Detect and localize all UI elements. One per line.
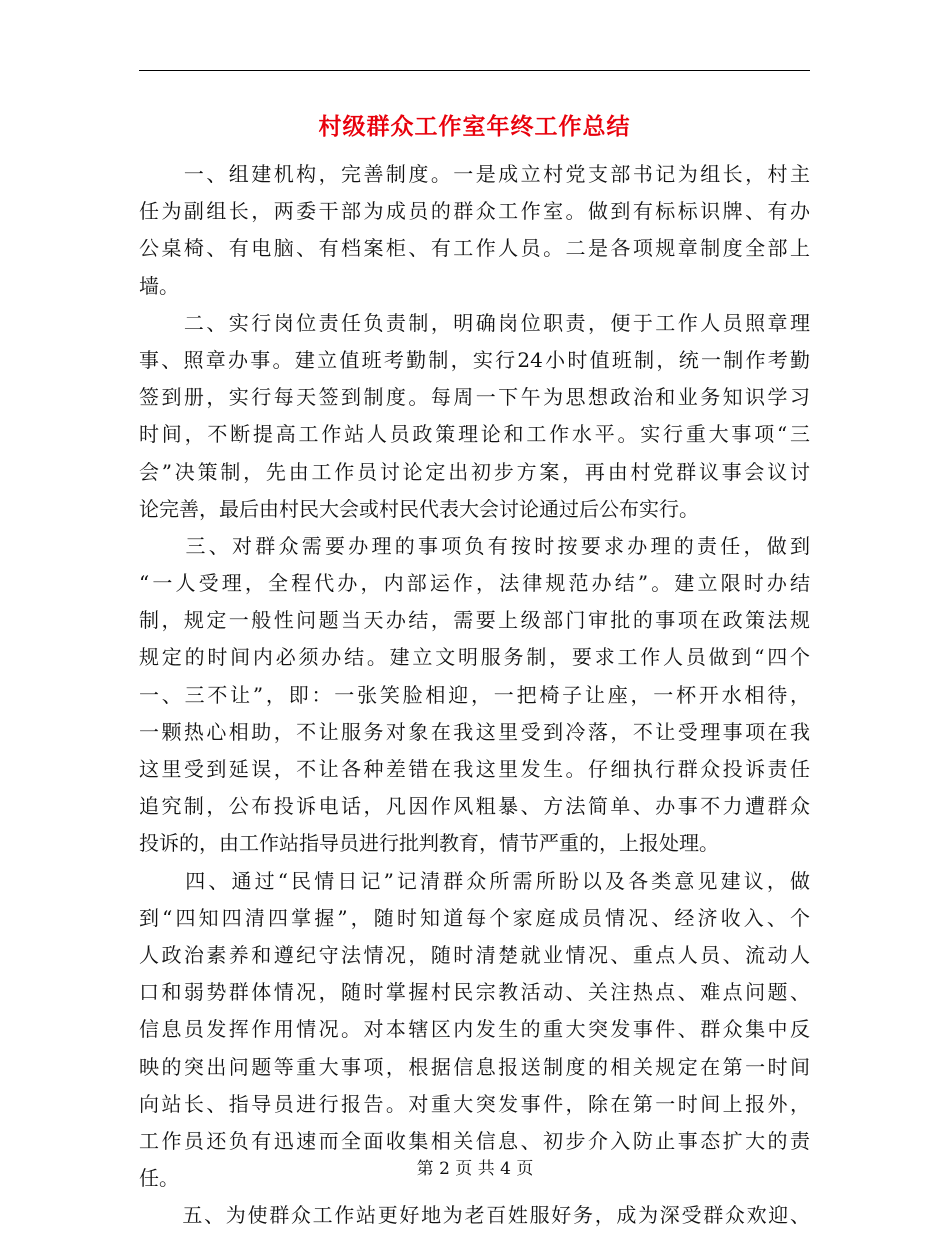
text-line: 事、照章办事。建立值班考勤制，实行24小时值班制，统一制作考勤 bbox=[139, 347, 810, 372]
text-line: 五、为使群众工作站更好地为老百姓服好务，成为深受群众欢迎、 bbox=[139, 1203, 810, 1228]
text-line: 这里受到延误，不让各种差错在我这里发生。仔细执行群众投诉责任 bbox=[139, 757, 810, 781]
text-line: 投诉的，由工作站指导员进行批判教育，情节严重的，上报处理。 bbox=[139, 831, 719, 856]
text-line: 签到册，实行每天签到制度。每周一下午为思想政治和业务知识学习 bbox=[139, 385, 810, 410]
text-line: “一人受理，全程代办，内部运作，法律规范办结”。建立限时办结 bbox=[139, 571, 810, 596]
text-line: 会”决策制，先由工作员讨论定出初步方案，再由村党群议事会议讨 bbox=[139, 459, 810, 484]
text-line: 一、组建机构，完善制度。一是成立村党支部书记为组长，村主 bbox=[139, 162, 810, 186]
text-line: 向站长、指导员进行报告。对重大突发事件，除在第一时间上报外， bbox=[139, 1091, 810, 1116]
text-line: 制，规定一般性问题当天办结，需要上级部门审批的事项在政策法规 bbox=[139, 608, 810, 633]
text-line: 工作员还负有迅速而全面收集相关信息、初步介入防止事态扩大的责 bbox=[139, 1128, 810, 1153]
text-line: 四、通过“民情日记”记清群众所需所盼以及各类意见建议，做 bbox=[139, 868, 810, 893]
text-line: 到“四知四清四掌握”，随时知道每个家庭成员情况、经济收入、个 bbox=[139, 905, 810, 930]
text-line: 二、实行岗位责任负责制，明确岗位职责，便于工作人员照章理 bbox=[139, 310, 810, 335]
text-line: 任。 bbox=[139, 1166, 179, 1191]
header-rule bbox=[139, 70, 810, 71]
text-line: 映的突出问题等重大事项，根据信息报送制度的相关规定在第一时间 bbox=[139, 1054, 810, 1079]
text-line: 公桌椅、有电脑、有档案柜、有工作人员。二是各项规章制度全部上 bbox=[139, 236, 810, 261]
text-line: 任为副组长，两委干部为成员的群众工作室。做到有标标识牌、有办 bbox=[139, 199, 810, 224]
text-line: 一、三不让”，即：一张笑脸相迎，一把椅子让座，一杯开水相待， bbox=[139, 682, 810, 707]
text-line: 时间，不断提高工作站人员政策理论和工作水平。实行重大事项“三 bbox=[139, 422, 810, 447]
text-line: 一颗热心相助，不让服务对象在我这里受到冷落，不让受理事项在我 bbox=[139, 719, 810, 744]
text-line: 口和弱势群体情况，随时掌握村民宗教活动、关注热点、难点问题、 bbox=[139, 980, 810, 1005]
text-line: 追究制，公布投诉电话，凡因作风粗暴、方法简单、办事不力遭群众 bbox=[139, 794, 810, 819]
text-line: 人政治素养和遵纪守法情况，随时清楚就业情况、重点人员、流动人 bbox=[139, 942, 810, 967]
document-body bbox=[139, 156, 810, 1234]
document-title: 村级群众工作室年终工作总结 bbox=[318, 113, 631, 140]
text-line: 三、对群众需要办理的事项负有按时按要求办理的责任，做到 bbox=[139, 533, 810, 558]
text-line: 论完善，最后由村民大会或村民代表大会讨论通过后公布实行。 bbox=[139, 496, 699, 521]
text-line: 规定的时间内必须办结。建立文明服务制，要求工作人员做到“四个 bbox=[139, 645, 810, 670]
text-line: 墙。 bbox=[139, 273, 179, 298]
text-line: 信息员发挥作用情况。对本辖区内发生的重大突发事件、群众集中反 bbox=[139, 1017, 810, 1042]
page-footer: 第 2 页 共 4 页 bbox=[416, 1159, 534, 1179]
